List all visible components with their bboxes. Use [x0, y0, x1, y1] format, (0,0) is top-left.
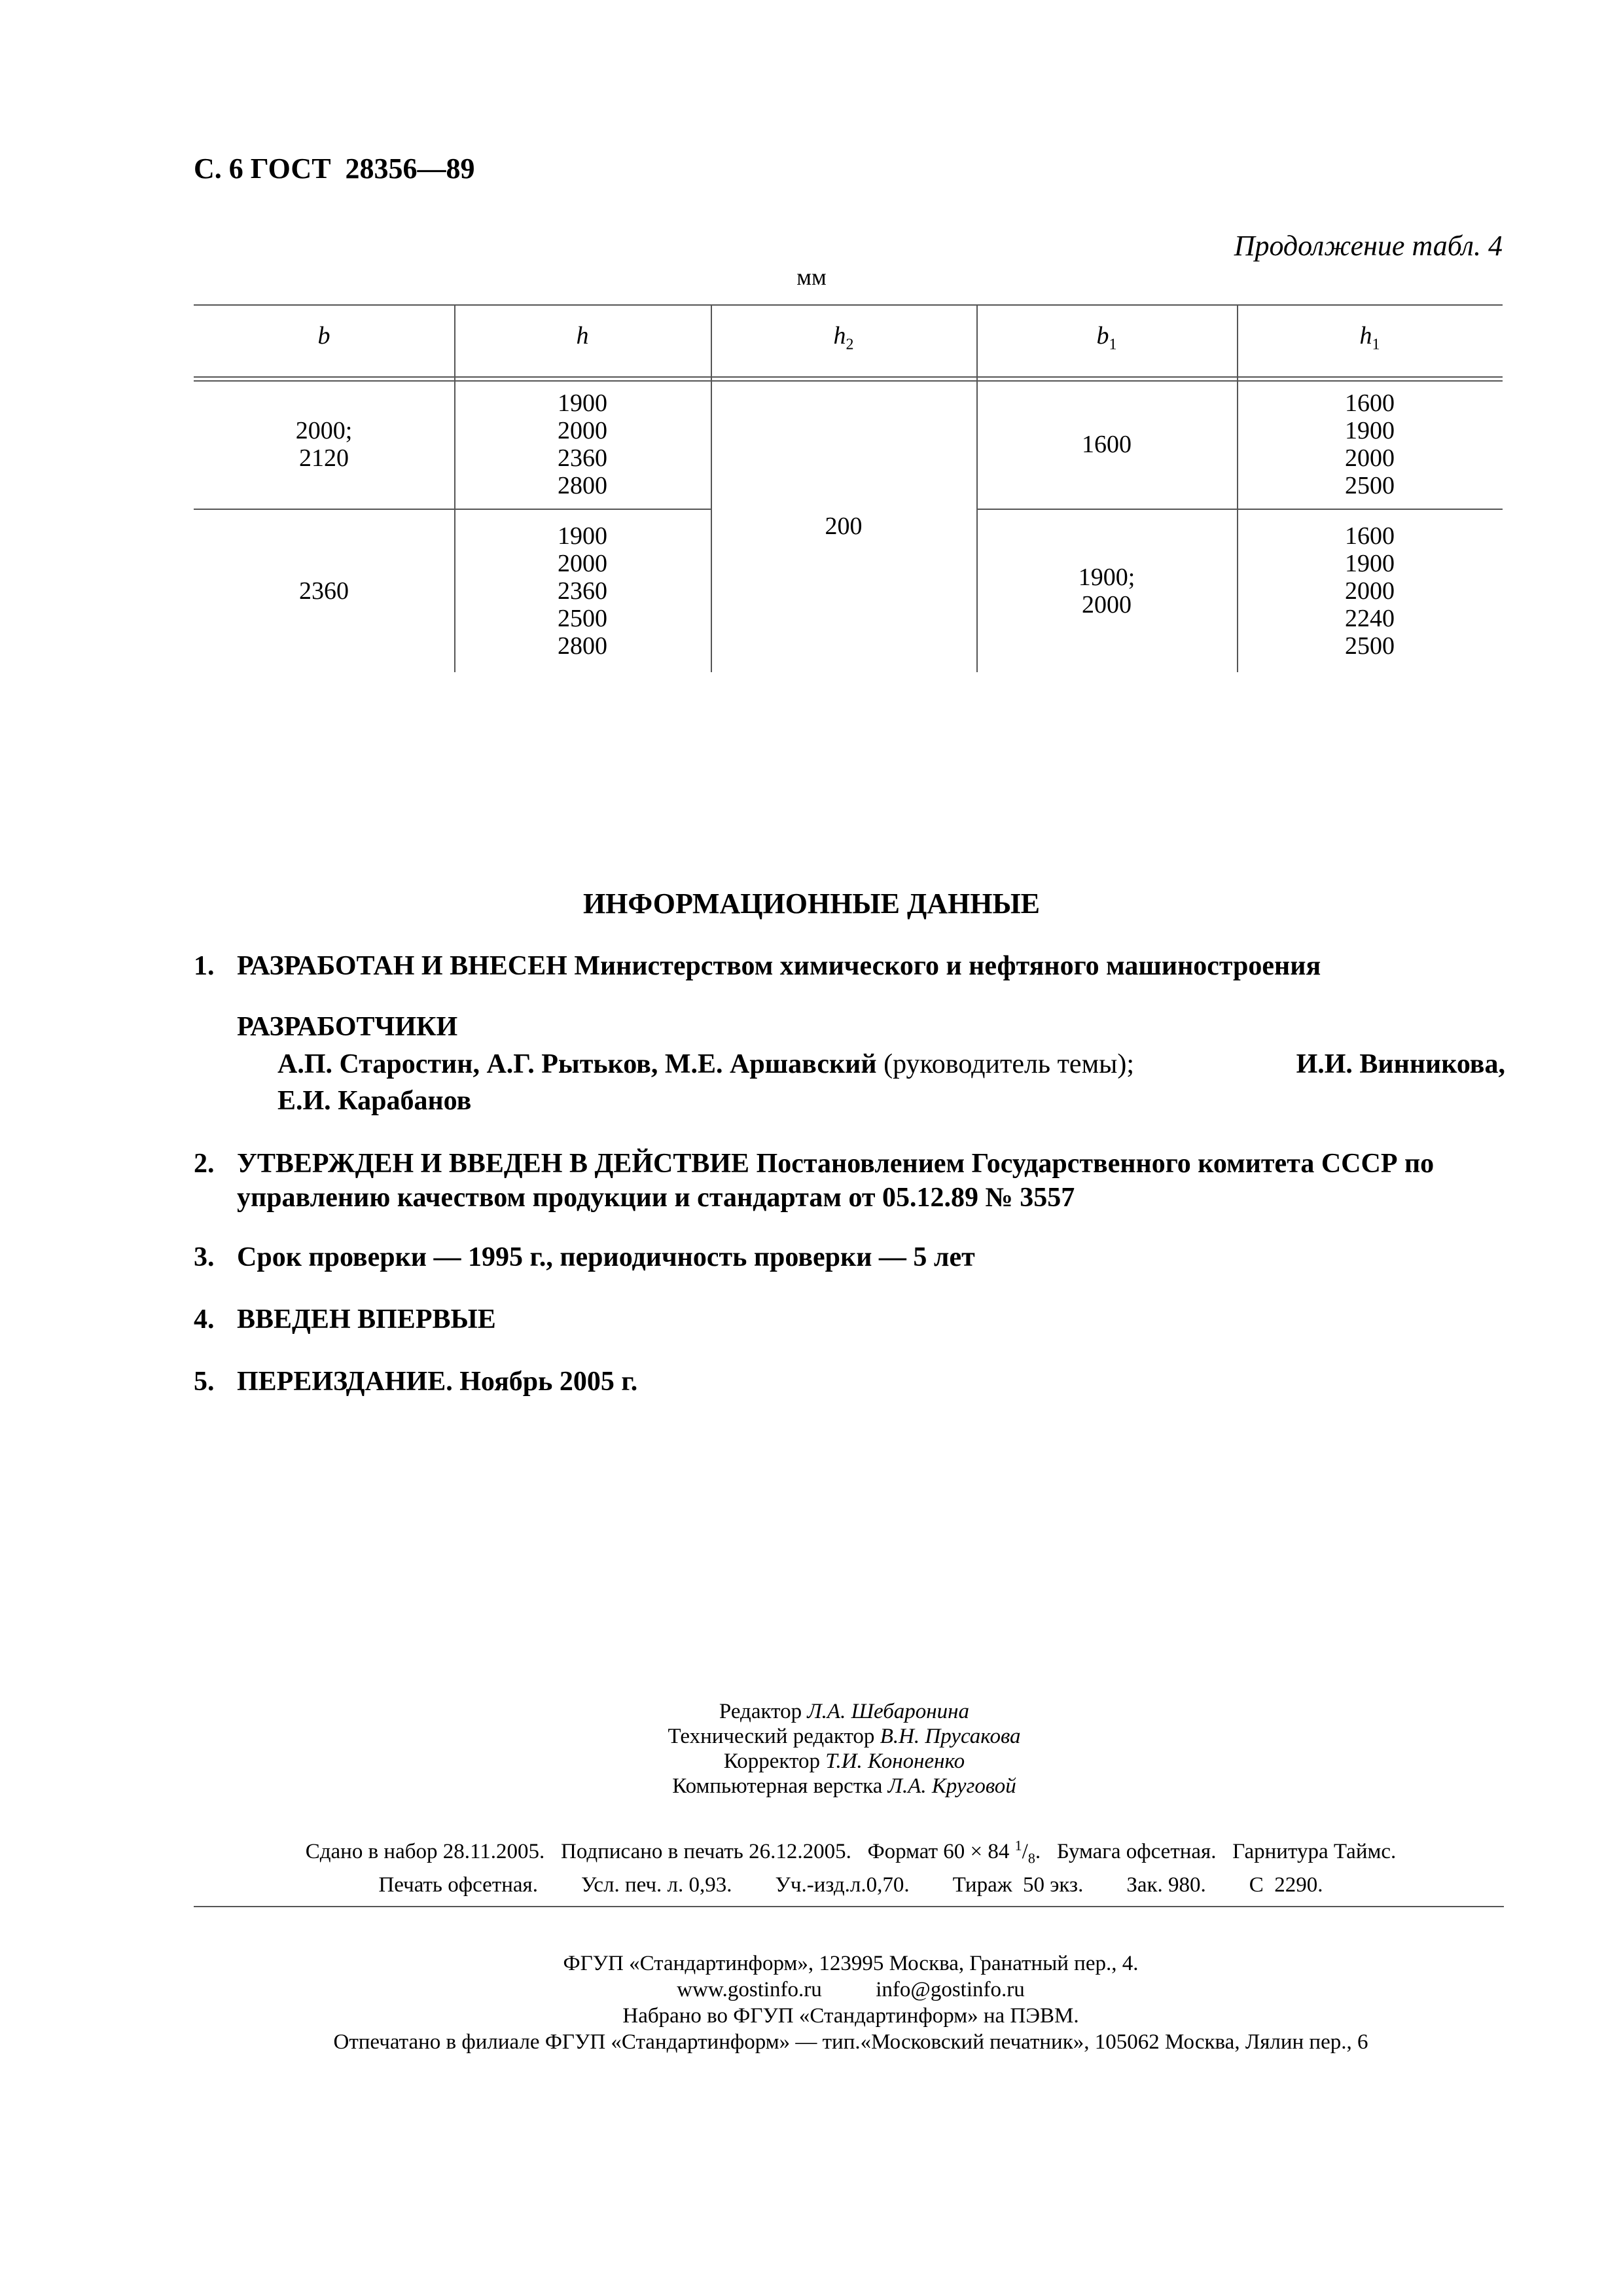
- credit-corrector: Корректор Т.И. Кононенко: [723, 1749, 965, 1773]
- header-b1: $b_1$: [1096, 322, 1117, 353]
- table-row-2-h1: 1600 1900 2000 2240 2500: [1345, 522, 1395, 660]
- info-item-2: 2. УТВЕРЖДЕН И ВВЕДЕН В ДЕЙСТВИЕ Постановлением Государственного комитета СССР по управлению качеством продукции и стандартам от 05.12.89 № 3557: [194, 1149, 1435, 1213]
- info-item-1: 1. РАЗРАБОТАН И ВНЕСЕН Министерством химического и нефтяного машиностроения: [194, 951, 1321, 981]
- credit-tech-editor: Технический редактор В.Н. Прусакова: [668, 1725, 1021, 1748]
- credit-layout: Компьютерная верстка Л.А. Круговой: [672, 1774, 1016, 1798]
- header-h: h: [576, 322, 589, 350]
- header-h2: $h_2$: [833, 322, 854, 353]
- table-h2-shared: 200: [825, 512, 863, 540]
- header-b: b: [317, 322, 330, 350]
- footer-website[interactable]: www.gostinfo.ru: [677, 1978, 822, 2001]
- table-continuation-label: Продолжение табл. 4: [1234, 230, 1503, 262]
- info-item-5: 5. ПЕРЕИЗДАНИЕ. Ноябрь 2005 г.: [194, 1367, 638, 1397]
- developers-list: А.П. Старостин, А.Г. Рытьков, М.Е. Аршавский (руководитель темы); И.И. Винникова, Е.И. Карабанов: [277, 1049, 1505, 1116]
- credit-editor: Редактор Л.А. Шебаронина: [719, 1700, 970, 1723]
- table-row-2-b1: 1900; 2000: [1078, 564, 1135, 619]
- print-info: Сдано в набор 28.11.2005. Подписано в печать 26.12.2005. Формат 60 × 84 $^1/_8$. Бумага офсетная. Гарнитура Таймс. Печать офсетная. Усл. печ. л. 0,93. Уч.-изд.л.0,70. Тираж 50 экз. Зак. 980. С 2290.: [305, 1837, 1397, 1897]
- table-row-2-h: 1900 2000 2360 2500 2800: [558, 522, 607, 660]
- footer-publisher: ФГУП «Стандартинформ», 123995 Москва, Гранатный пер., 4.: [563, 1952, 1139, 1975]
- table-unit: мм: [796, 264, 827, 290]
- page-header: С. 6 ГОСТ 28356—89: [194, 152, 475, 185]
- table-row-1-h1: 1600 1900 2000 2500: [1345, 389, 1395, 499]
- table-row-1-h: 1900 2000 2360 2800: [558, 389, 607, 499]
- table-row-1-b: 2000; 2120: [295, 417, 353, 472]
- developers-heading: РАЗРАБОТЧИКИ: [237, 1012, 458, 1042]
- footer-divider: [194, 1906, 1504, 1907]
- footer-email[interactable]: info@gostinfo.ru: [876, 1978, 1025, 2001]
- table-row-1-b1: 1600: [1082, 431, 1132, 458]
- header-h1: $h_1$: [1359, 322, 1380, 353]
- info-item-3: 3. Срок проверки — 1995 г., периодичность проверки — 5 лет: [194, 1242, 975, 1272]
- footer-printed: Отпечатано в филиале ФГУП «Стандартинформ» — тип.«Московский печатник», 105062 Москва, Лялин пер., 6: [333, 2030, 1368, 2054]
- dimensions-table: [194, 304, 1503, 672]
- table-row-2-b: 2360: [299, 577, 349, 605]
- footer-typeset: Набрано во ФГУП «Стандартинформ» на ПЭВМ.: [622, 2004, 1079, 2028]
- footer-contacts: [196, 1977, 1505, 2003]
- info-item-4: 4. ВВЕДЕН ВПЕРВЫЕ: [194, 1304, 496, 1335]
- info-title: ИНФОРМАЦИОННЫЕ ДАННЫЕ: [582, 888, 1041, 920]
